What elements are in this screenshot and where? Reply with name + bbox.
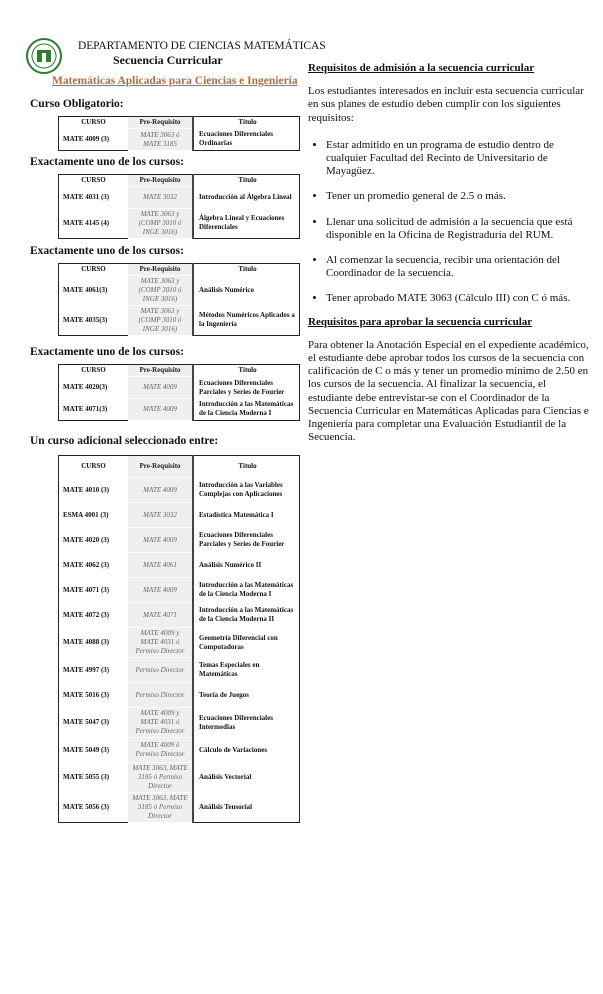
prerequisite: MATE 4009 ó Permiso Director — [128, 738, 193, 763]
course-title: Análisis Vectorial — [193, 763, 300, 793]
table-row — [59, 528, 300, 553]
prerequisite: MATE 3063, MATE 3185 ó Permiso Director — [128, 793, 193, 823]
table-row — [59, 658, 300, 683]
prerequisite: MATE 4009 — [128, 478, 193, 503]
table-row — [59, 187, 300, 209]
prerequisite: MATE 4071 — [128, 603, 193, 628]
table-row — [59, 478, 300, 503]
course-title: Ecuaciones Diferenciales Parciales y Series de Fourier — [193, 377, 300, 399]
course-code: MATE 4062 (3) — [63, 560, 110, 569]
course-code: MATE 5016 (3) — [63, 690, 110, 699]
course-title: Análisis Numérico II — [193, 553, 300, 578]
column-header: Título — [193, 117, 300, 129]
table-row — [59, 628, 300, 658]
course-code: MATE 5055 (3) — [63, 773, 110, 781]
course-code: MATE 5049 (3) — [63, 745, 110, 754]
table-row — [59, 209, 300, 239]
section-heading: Un curso adicional seleccionado entre: — [30, 435, 219, 447]
course-code: MATE 4009 (3) — [63, 134, 110, 143]
course-code: ESMA 4001 (3) — [63, 510, 109, 519]
course-title: Introducción a las Matemáticas de la Ciencia Moderna I — [193, 578, 300, 603]
course-title: Ecuaciones Diferenciales Intermedias — [193, 708, 300, 738]
approval-heading: Requisitos para aprobar la secuencia curricular — [308, 315, 533, 328]
prerequisite: MATE 4009 — [128, 399, 193, 421]
column-header: Pre-Requisito — [128, 365, 193, 377]
course-title: Análisis Numérico — [193, 276, 300, 306]
table-row — [59, 603, 300, 628]
table-row — [59, 683, 300, 708]
table-row — [59, 708, 300, 738]
course-code: MATE 4088 (3) — [63, 638, 110, 646]
section-heading: Curso Obligatorio: — [30, 98, 124, 110]
table-row — [59, 129, 300, 151]
department-name: DEPARTAMENTO DE CIENCIAS MATEMÁTICAS — [78, 40, 326, 52]
column-header: Pre-Requisito — [128, 175, 193, 187]
table-row — [59, 503, 300, 528]
course-code: MATE 4071(3) — [63, 404, 108, 413]
table-row — [59, 793, 300, 823]
table-header-row — [59, 365, 300, 377]
table-row — [59, 578, 300, 603]
prerequisite: MATE 3032 — [128, 503, 193, 528]
course-code: MATE 4061(3) — [63, 286, 108, 294]
university-seal-logo — [26, 38, 62, 74]
admission-intro: Los estudiantes interesados en incluir esta secuencia curricular en sus planes de estudio deben cumplir con los siguientes requisitos: — [308, 85, 584, 124]
admission-item: • Tener aprobado MATE 3063 (Cálculo III) con C ó más. — [326, 292, 593, 305]
column-header: Título — [193, 175, 300, 187]
prerequisite: MATE 3063 y (COMP 3010 ó INGE 3016) — [128, 209, 193, 239]
table-header-row — [59, 175, 300, 187]
course-title: Introducción a las Variables Complejas con Aplicaciones — [193, 478, 300, 503]
table-header-row — [59, 264, 300, 276]
course-title: Álgebra Lineal y Ecuaciones Diferenciales — [193, 209, 300, 239]
prerequisite: MATE 3063 y (COMP 3010 ó INGE 3016) — [128, 276, 193, 306]
program-title: Matemáticas Aplicadas para Ciencias e Ingeniería — [52, 75, 298, 87]
course-code: MATE 4020 (3) — [63, 535, 110, 544]
course-code: MATE 5047 (3) — [63, 718, 110, 726]
column-header: CURSO — [81, 265, 106, 274]
approval-text: Para obtener la Anotación Especial en el expediente académico, el estudiante debe aprobar todos los cursos de la secuencia con calificación de C o más y tener un promedio mínimo de 2.50 en los cursos de la secuencia. Al finalizar la secuencia, el estudiante debe entrevistar-se con el Coordinador de la Secuencia Curricular en Matemáticas Aplicadas para Ciencias e Ingeniería para completar una Evaluación Estudiantil de la Secuencia. — [308, 338, 589, 444]
course-code: MATE 4035(3) — [63, 315, 108, 324]
course-title: Estadística Matemática I — [193, 503, 300, 528]
prerequisite: MATE 3063 y (COMP 3010 ó INGE 3016) — [128, 306, 193, 336]
course-title: Teoría de Juegos — [193, 683, 300, 708]
course-table — [58, 116, 300, 151]
column-header: Pre-Requisito — [128, 456, 193, 478]
course-title: Geometría Diferencial con Computadoras — [193, 628, 300, 658]
table-row — [59, 306, 300, 336]
course-title: Introducción a las Matemáticas de la Ciencia Moderna I — [193, 399, 300, 421]
prerequisite: MATE 4009 — [128, 578, 193, 603]
course-code: MATE 4071 (3) — [63, 585, 110, 594]
prerequisite: Permiso Director — [128, 658, 193, 683]
column-header: CURSO — [81, 176, 106, 185]
course-tables-column — [30, 98, 302, 828]
course-title: Métodos Numéricos Aplicados a la Ingeniería — [193, 306, 300, 336]
column-header: Pre-Requisito — [128, 264, 193, 276]
course-code: MATE 4072 (3) — [63, 610, 110, 619]
column-header: Título — [193, 264, 300, 276]
course-code: MATE 4020(3) — [63, 383, 108, 391]
admission-item: • Estar admitido en un programa de estudio dentro de cualquier Facultad del Recinto de Universitario de Mayagüez. — [326, 139, 593, 179]
prerequisite: MATE 4009 — [128, 528, 193, 553]
column-header: Pre-Requisito — [128, 117, 193, 129]
prerequisite: MATE 3032 — [128, 187, 193, 209]
section-heading: Exactamente uno de los cursos: — [30, 346, 184, 358]
course-table — [58, 364, 300, 421]
course-table — [58, 263, 300, 336]
prerequisite: MATE 4009 — [128, 377, 193, 399]
course-code: MATE 4145 (4) — [63, 218, 110, 227]
table-row — [59, 377, 300, 399]
course-title: Introducción a las Matemáticas de la Ciencia Moderna II — [193, 603, 300, 628]
prerequisite: MATE 4061 — [128, 553, 193, 578]
table-row — [59, 553, 300, 578]
table-row — [59, 763, 300, 793]
document-title: Secuencia Curricular — [113, 53, 223, 67]
table-row — [59, 738, 300, 763]
section-heading: Exactamente uno de los cursos: — [30, 245, 184, 257]
prerequisite: MATE 3063 ó MATE 3185 — [128, 129, 193, 151]
course-title: Análisis Tensorial — [193, 793, 300, 823]
prerequisite: MATE 3063, MATE 3185 ó Permiso Director — [128, 763, 193, 793]
section-heading: Exactamente uno de los cursos: — [30, 156, 184, 168]
column-header: CURSO — [81, 118, 106, 127]
course-title: Cálculo de Variaciones — [193, 738, 300, 763]
column-header: CURSO — [81, 462, 106, 471]
table-header-row — [59, 456, 300, 478]
table-row — [59, 276, 300, 306]
column-header: Título — [193, 456, 300, 478]
course-code: MATE 5056 (3) — [63, 802, 110, 811]
course-table — [58, 174, 300, 239]
table-header-row — [59, 117, 300, 129]
column-header: Título — [193, 365, 300, 377]
admission-list — [308, 139, 593, 306]
course-code: MATE 4010 (3) — [63, 485, 110, 494]
prerequisite: Permiso Director — [128, 683, 193, 708]
course-code: MATE 4997 (3) — [63, 665, 110, 674]
course-title: Ecuaciones Diferenciales Parciales y Series de Fourier — [193, 528, 300, 553]
course-table — [58, 455, 300, 823]
course-title: Ecuaciones Diferenciales Ordinarias — [193, 129, 300, 151]
course-code: MATE 4031 (3) — [63, 193, 110, 201]
column-header: CURSO — [81, 366, 106, 375]
admission-item: • Llenar una solicitud de admisión a la secuencia que está disponible en la Oficina de Registraduría del RUM. — [326, 216, 593, 242]
admission-heading: Requisitos de admisión a la secuencia curricular — [308, 62, 535, 74]
admission-item: • Al comenzar la secuencia, recibir una orientación del Coordinador de la secuencia. — [326, 254, 593, 280]
table-row — [59, 399, 300, 421]
prerequisite: MATE 4009 y MATE 4031 ó Permiso Director — [128, 708, 193, 738]
course-title: Introducción al Álgebra Lineal — [193, 187, 300, 209]
prerequisite: MATE 4009 y MATE 4031 ó Permiso Director — [128, 628, 193, 658]
course-title: Temas Especiales en Matemáticas — [193, 658, 300, 683]
admission-item: • Tener un promedio general de 2.5 o más. — [326, 190, 593, 203]
requirements-column — [308, 62, 593, 454]
